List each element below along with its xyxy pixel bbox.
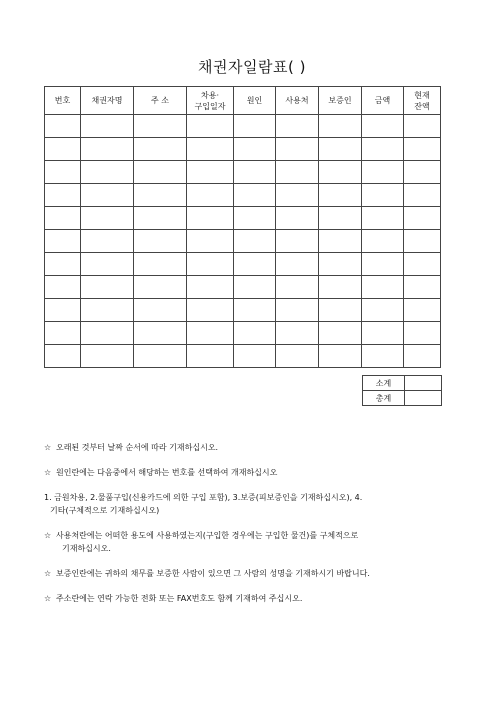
table-cell[interactable] [81,207,134,230]
table-cell[interactable] [81,276,134,299]
table-cell[interactable] [276,299,319,322]
column-header: 채권자명 [81,87,134,115]
table-cell[interactable] [81,253,134,276]
table-cell[interactable] [45,138,81,161]
table-cell[interactable] [134,299,187,322]
table-row [45,299,441,322]
table-cell[interactable] [81,322,134,345]
table-cell[interactable] [404,184,441,207]
table-cell[interactable] [187,299,234,322]
table-cell[interactable] [45,322,81,345]
table-cell[interactable] [404,230,441,253]
table-cell[interactable] [319,276,362,299]
table-cell[interactable] [234,138,276,161]
grand-total-row [363,391,442,406]
table-cell[interactable] [81,345,134,368]
table-cell[interactable] [187,138,234,161]
star-icon: ☆ [44,594,52,603]
table-cell[interactable] [81,161,134,184]
table-cell[interactable] [81,230,134,253]
instruction-text: 기재하십시오. [62,544,111,553]
table-cell[interactable] [276,253,319,276]
table-cell[interactable] [362,207,404,230]
table-cell[interactable] [45,115,81,138]
instruction-text: 원인란에는 다음중에서 해당하는 번호를 선택하여 개재하십시오 [56,468,278,477]
page-title: 채권자일람표( ) [198,58,306,76]
table-cell[interactable] [319,161,362,184]
table-header-row [45,87,441,115]
table-cell[interactable] [276,161,319,184]
table-cell[interactable] [234,161,276,184]
table-row [45,207,441,230]
table-cell[interactable] [362,276,404,299]
table-cell[interactable] [362,184,404,207]
instruction-text: 오래된 것부터 날짜 순서에 따라 기재하십시오. [56,443,219,452]
table-cell[interactable] [276,230,319,253]
column-header: 번호 [45,87,81,115]
table-row [45,322,441,345]
table-cell[interactable] [187,345,234,368]
table-cell[interactable] [234,207,276,230]
table-cell[interactable] [404,299,441,322]
creditor-table [44,86,441,368]
table-cell[interactable] [187,253,234,276]
table-row [45,230,441,253]
column-header: 금액 [362,87,404,115]
table-cell[interactable] [134,184,187,207]
star-icon: ☆ [44,443,52,452]
table-cell[interactable] [276,115,319,138]
table-cell[interactable] [404,253,441,276]
table-cell[interactable] [276,276,319,299]
table-cell[interactable] [362,345,404,368]
instruction-item [44,466,464,479]
subtotal-row [363,376,442,391]
table-cell[interactable] [276,322,319,345]
table-cell[interactable] [45,299,81,322]
table-cell[interactable] [234,230,276,253]
table-cell[interactable] [234,322,276,345]
instruction-item [44,529,464,555]
instruction-item [44,567,464,580]
table-cell[interactable] [45,230,81,253]
instruction-text: 사용처란에는 어떠한 용도에 사용하였는지(구입한 경우에는 구입한 물건)를 구체적으로 [56,531,359,540]
table-cell[interactable] [134,115,187,138]
table-cell[interactable] [45,161,81,184]
table-cell[interactable] [276,184,319,207]
table-cell[interactable] [134,207,187,230]
column-header: 원인 [234,87,276,115]
column-header: 주 소 [134,87,187,115]
table-cell[interactable] [362,138,404,161]
table-cell[interactable] [81,184,134,207]
table-cell[interactable] [187,322,234,345]
table-cell[interactable] [187,184,234,207]
instruction-text: 기타(구체적으로 기재하십시오) [50,506,160,515]
table-cell[interactable] [404,115,441,138]
table-cell[interactable] [45,253,81,276]
instruction-text: 1. 금원차용, 2.물품구입(신용카드에 의한 구입 포함), 3.보증(피보증인을 기재하십시오), 4. [44,493,363,502]
table-cell[interactable] [134,345,187,368]
table-cell[interactable] [404,345,441,368]
table-row [45,161,441,184]
table-cell[interactable] [319,184,362,207]
table-row [45,276,441,299]
table-cell[interactable] [404,276,441,299]
table-cell[interactable] [319,345,362,368]
column-header: 사용처 [276,87,319,115]
table-cell[interactable] [234,115,276,138]
table-cell[interactable] [362,115,404,138]
table-cell[interactable] [319,230,362,253]
table-cell[interactable] [234,184,276,207]
table-cell[interactable] [45,345,81,368]
table-cell[interactable] [234,299,276,322]
star-icon: ☆ [44,569,52,578]
table-cell[interactable] [319,138,362,161]
table-cell[interactable] [234,345,276,368]
table-cell[interactable] [319,299,362,322]
table-cell[interactable] [187,207,234,230]
table-cell[interactable] [134,138,187,161]
table-cell[interactable] [45,207,81,230]
totals-table [362,375,442,406]
table-cell[interactable] [319,253,362,276]
table-cell[interactable] [134,276,187,299]
table-row [45,138,441,161]
instruction-text: 주소란에는 연락 가능한 전화 또는 FAX번호도 함께 기재하여 주십시오. [56,594,303,603]
table-cell[interactable] [134,161,187,184]
table-cell[interactable] [187,276,234,299]
table-cell[interactable] [187,161,234,184]
star-icon: ☆ [44,468,52,477]
instruction-item [44,441,464,454]
table-cell[interactable] [134,230,187,253]
table-cell[interactable] [362,299,404,322]
grand-total-value-cell[interactable] [405,391,442,406]
instruction-item [44,491,464,517]
table-cell[interactable] [276,345,319,368]
table-cell[interactable] [319,115,362,138]
table-cell[interactable] [234,276,276,299]
table-cell[interactable] [81,299,134,322]
table-cell[interactable] [319,322,362,345]
star-icon: ☆ [44,531,52,540]
table-cell[interactable] [81,138,134,161]
table-cell[interactable] [319,207,362,230]
table-cell[interactable] [362,253,404,276]
table-cell[interactable] [45,184,81,207]
table-cell[interactable] [362,230,404,253]
table-cell[interactable] [276,138,319,161]
table-row [45,184,441,207]
table-cell[interactable] [404,138,441,161]
table-cell[interactable] [276,207,319,230]
instruction-text: 보증인란에는 귀하의 채무를 보증한 사람이 있으면 그 사람의 성명을 기재하시기 바랍니다. [56,569,370,578]
table-cell[interactable] [362,322,404,345]
table-cell[interactable] [134,253,187,276]
table-cell[interactable] [404,207,441,230]
table-row [45,345,441,368]
table-cell[interactable] [187,230,234,253]
table-cell[interactable] [187,115,234,138]
table-cell[interactable] [45,276,81,299]
table-cell[interactable] [404,161,441,184]
column-header: 현재 잔액 [404,87,441,115]
table-row [45,115,441,138]
table-row [45,253,441,276]
table-cell[interactable] [234,253,276,276]
instruction-item [44,592,464,605]
column-header: 보증인 [319,87,362,115]
table-cell[interactable] [404,322,441,345]
table-cell[interactable] [81,115,134,138]
table-cell[interactable] [362,161,404,184]
subtotal-label: 소계 [363,376,405,391]
column-header: 차용· 구입일자 [187,87,234,115]
grand-total-label: 총계 [363,391,405,406]
table-cell[interactable] [134,322,187,345]
subtotal-value-cell[interactable] [405,376,442,391]
instructions [44,441,464,617]
